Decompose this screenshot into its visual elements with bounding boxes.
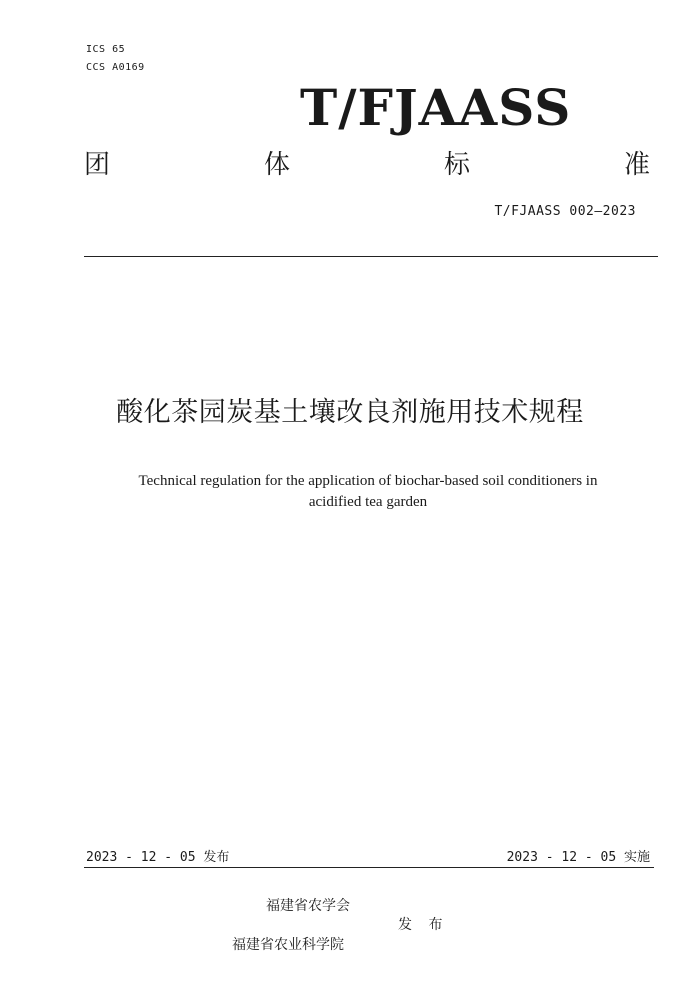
publisher-name: 福建省农学会 bbox=[266, 898, 350, 914]
organization-code: T/FJAASS bbox=[300, 78, 572, 137]
publisher-name: 福建省农业科学院 bbox=[232, 937, 344, 953]
issue-date: 2023 - 12 - 05 发布 bbox=[86, 850, 230, 865]
footer-divider bbox=[84, 867, 654, 868]
implementation-date: 2023 - 12 - 05 实施 bbox=[506, 850, 650, 865]
header-divider bbox=[84, 256, 658, 257]
title-chinese: 酸化茶园炭基土壤改良剂施用技术规程 bbox=[116, 397, 584, 428]
document-type bbox=[84, 144, 650, 178]
document-type-char: 体 bbox=[263, 150, 290, 180]
document-type-char: 标 bbox=[443, 150, 470, 180]
publish-label: 发 布 bbox=[398, 917, 449, 933]
document-type-char: 准 bbox=[623, 150, 650, 180]
title-english-line: Technical regulation for the application of biochar-based soil conditioners in bbox=[138, 473, 598, 489]
ics-code: ICS 65 bbox=[86, 44, 126, 55]
ccs-code: CCS A0169 bbox=[86, 62, 145, 73]
standard-number: T/FJAASS 002—2023 bbox=[494, 204, 636, 219]
document-type-char: 团 bbox=[84, 150, 111, 180]
title-english-line: acidified tea garden bbox=[308, 494, 428, 510]
title-english bbox=[88, 471, 648, 513]
